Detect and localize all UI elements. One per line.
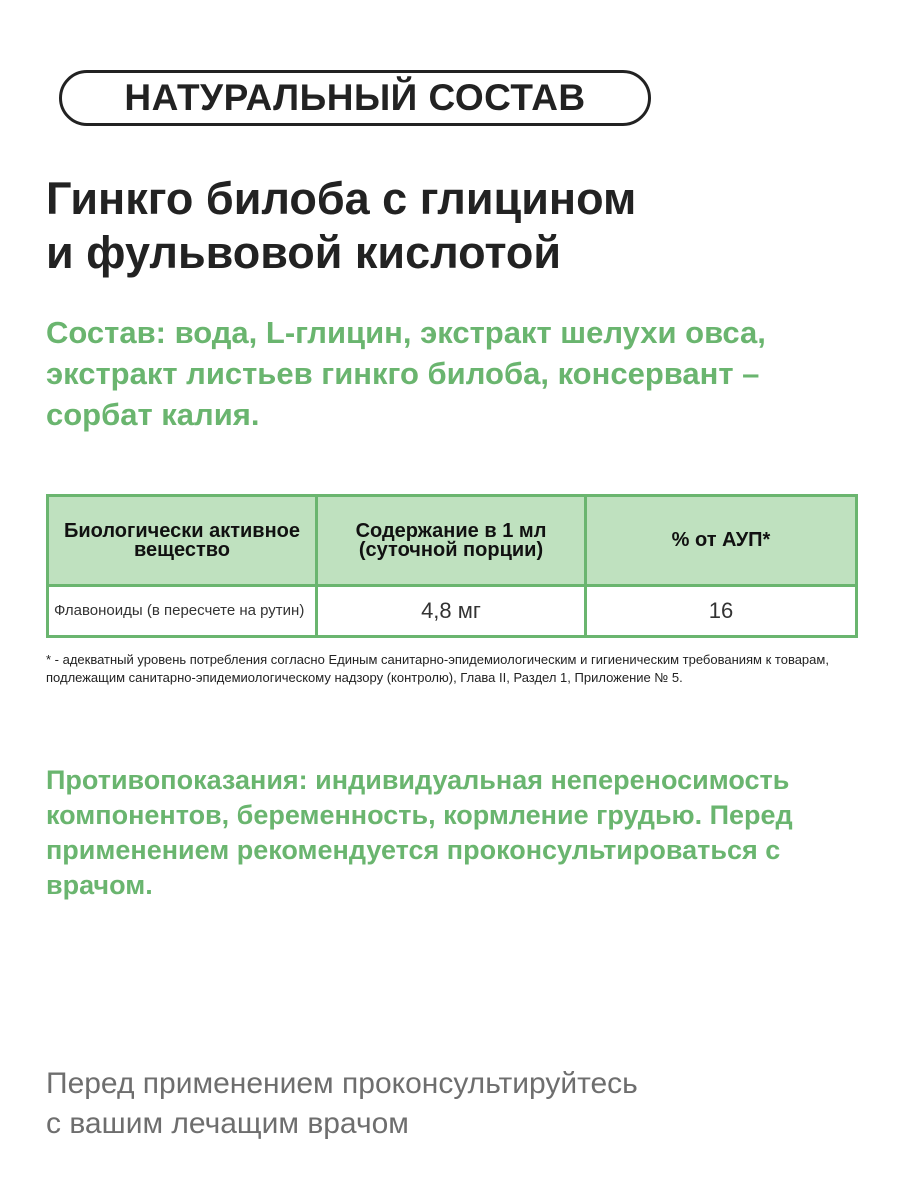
product-title <box>46 172 866 280</box>
cell-substance: Флавоноиды (в пересчете на рутин) <box>48 586 317 637</box>
table-header-row <box>48 496 857 586</box>
cell-percent: 16 <box>586 586 857 637</box>
consult-line-2: с вашим лечащим врачом <box>46 1107 409 1140</box>
badge-label: НАТУРАЛЬНЫЙ СОСТАВ <box>124 77 586 118</box>
table-row <box>48 586 857 637</box>
consult-line-1: Перед применением проконсультируйтесь <box>46 1067 638 1100</box>
composition-text: Состав: вода, L-глицин, экстракт шелухи овса, экстракт листьев гинкго билоба, консервант – сорбат калия. <box>46 315 766 432</box>
natural-composition-badge <box>59 70 651 126</box>
consult-doctor-note <box>46 1064 846 1144</box>
footnote: * - адекватный уровень потребления согласно Единым санитарно-эпидемиологическим и гигиеническим требованиям к товарам, подлежащим санитарно-эпидемиологическому надзору (контролю), Глава II, Раздел 1, Приложение № 5. <box>46 652 829 685</box>
cell-content: 4,8 мг <box>317 586 586 637</box>
header-percent: % от АУП* <box>586 496 857 586</box>
title-line-2: и фульвовой кислотой <box>46 227 562 278</box>
contraindications-text: Противопоказания: индивидуальная непереносимость компонентов, беременность, кормление грудью. Перед применением рекомендуется проконсультироваться с врачом. <box>46 765 793 900</box>
header-substance: Биологически активное вещество <box>48 496 317 586</box>
header-content: Содержание в 1 мл (суточной порции) <box>317 496 586 586</box>
title-line-1: Гинкго билоба с глицином <box>46 173 637 224</box>
nutrition-table <box>46 494 858 638</box>
